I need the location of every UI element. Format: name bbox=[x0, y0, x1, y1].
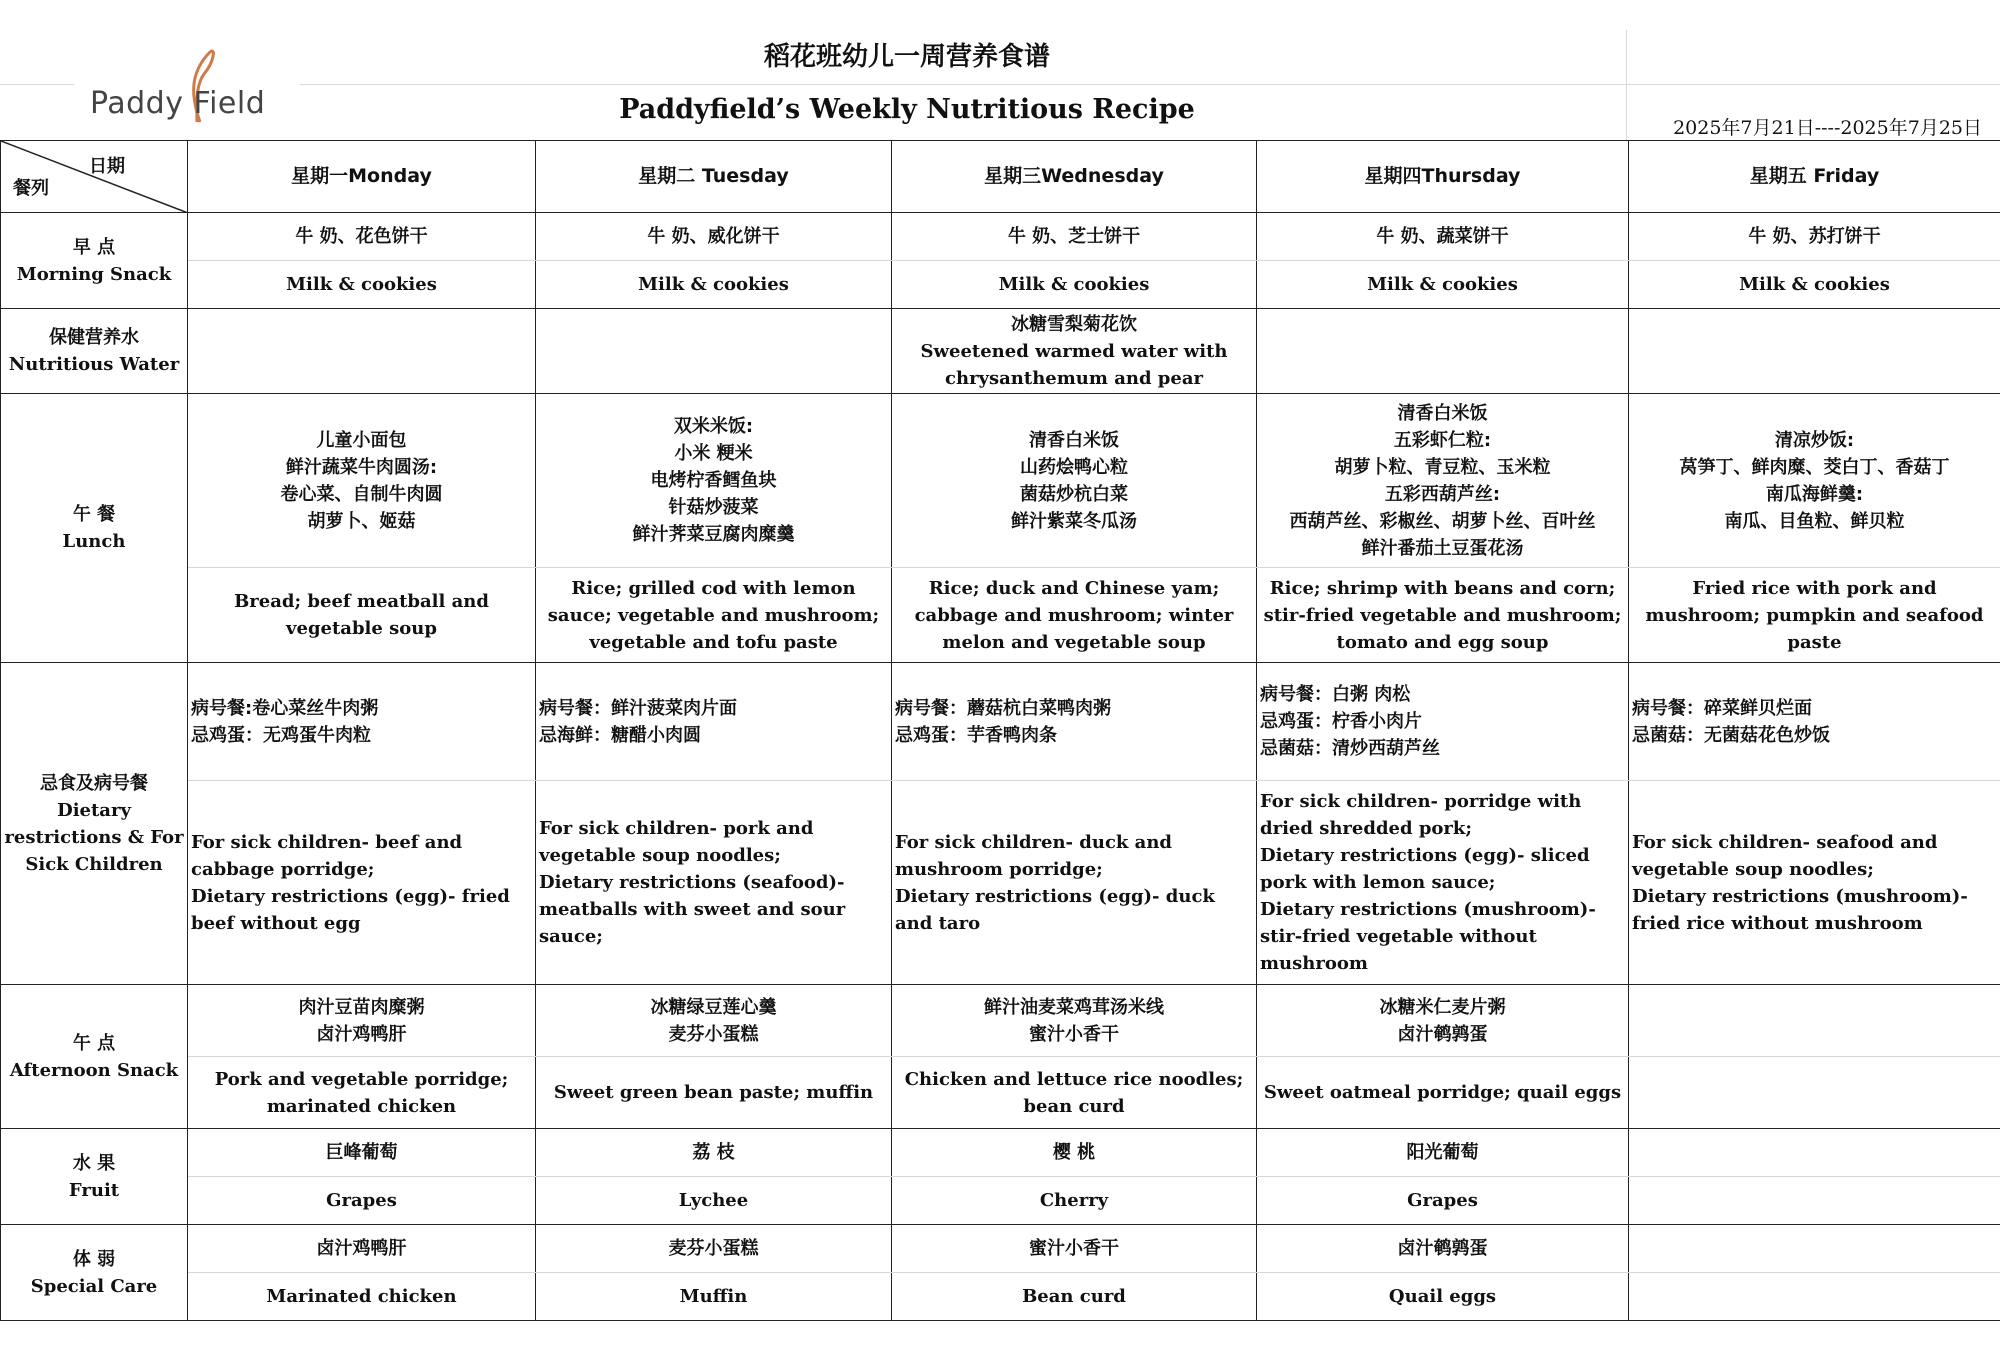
lunch-row bbox=[1, 394, 2000, 568]
menu-cell: 病号餐：碎菜鲜贝烂面 忌菌菇：无菌菇花色炒饭 bbox=[1629, 663, 2000, 781]
menu-cell: For sick children- duck and mushroom porridge; Dietary restrictions (egg)- duck and taro bbox=[892, 781, 1257, 985]
menu-cell: 冰糖雪梨菊花饮 Sweetened warmed water with chrysanthemum and pear bbox=[892, 309, 1257, 394]
menu-cell: Pork and vegetable porridge; marinated chicken bbox=[188, 1057, 536, 1129]
nutritious-water-row bbox=[1, 309, 2000, 394]
menu-cell: 清凉炒饭: 莴笋丁、鲜肉糜、茭白丁、香菇丁 南瓜海鲜羹: 南瓜、目鱼粒、鲜贝粒 bbox=[1629, 394, 2000, 568]
menu-cell: 卤汁鸡鸭肝 bbox=[188, 1225, 536, 1273]
menu-cell: 麦芬小蛋糕 bbox=[536, 1225, 892, 1273]
empty-cell bbox=[1257, 309, 1629, 394]
menu-cell: Bread; beef meatball and vegetable soup bbox=[188, 568, 536, 663]
corner-meal-label: 餐列 bbox=[13, 178, 49, 199]
weekly-menu-table bbox=[0, 140, 2000, 1321]
menu-cell: 冰糖米仁麦片粥 卤汁鹌鹑蛋 bbox=[1257, 985, 1629, 1057]
menu-cell: Rice; duck and Chinese yam; cabbage and mushroom; winter melon and vegetable soup bbox=[892, 568, 1257, 663]
page-header bbox=[0, 0, 2000, 140]
afternoon-snack-row bbox=[1, 985, 2000, 1057]
afternoon-snack-en-row bbox=[1, 1057, 2000, 1129]
empty-cell bbox=[1629, 309, 2000, 394]
menu-cell: Lychee bbox=[536, 1177, 892, 1225]
menu-cell: Quail eggs bbox=[1257, 1273, 1629, 1321]
diet-label: 忌食及病号餐 Dietary restrictions & For Sick Children bbox=[1, 663, 188, 985]
menu-cell: 病号餐:卷心菜丝牛肉粥 忌鸡蛋：无鸡蛋牛肉粒 bbox=[188, 663, 536, 781]
menu-cell: Sweet green bean paste; muffin bbox=[536, 1057, 892, 1129]
menu-cell: 牛 奶、蔬菜饼干 bbox=[1257, 213, 1629, 261]
special-care-label: 体 弱 Special Care bbox=[1, 1225, 188, 1321]
menu-cell: 鲜汁油麦菜鸡茸汤米线 蜜汁小香干 bbox=[892, 985, 1257, 1057]
menu-cell bbox=[1629, 1057, 2000, 1129]
menu-cell: 肉汁豆苗肉糜粥 卤汁鸡鸭肝 bbox=[188, 985, 536, 1057]
menu-cell: Milk & cookies bbox=[1629, 261, 2000, 309]
header-row bbox=[1, 141, 2000, 213]
menu-cell: 蜜汁小香干 bbox=[892, 1225, 1257, 1273]
menu-cell: 清香白米饭 五彩虾仁粒: 胡萝卜粒、青豆粒、玉米粒 五彩西葫芦丝: 西葫芦丝、彩椒丝、胡萝卜丝、百叶丝 鲜汁番茄土豆蛋花汤 bbox=[1257, 394, 1629, 568]
menu-cell: 卤汁鹌鹑蛋 bbox=[1257, 1225, 1629, 1273]
menu-cell: 病号餐：鲜汁菠菜肉片面 忌海鲜：糖醋小肉圆 bbox=[536, 663, 892, 781]
menu-cell: 阳光葡萄 bbox=[1257, 1129, 1629, 1177]
day-header: 星期二 Tuesday bbox=[536, 141, 892, 213]
special-care-row bbox=[1, 1225, 2000, 1273]
menu-cell: For sick children- pork and vegetable soup noodles; Dietary restrictions (seafood)- meatballs with sweet and sour sauce; bbox=[536, 781, 892, 985]
menu-cell bbox=[1629, 1129, 2000, 1177]
menu-cell: 病号餐：白粥 肉松 忌鸡蛋：柠香小肉片 忌菌菇：清炒西葫芦丝 bbox=[1257, 663, 1629, 781]
menu-cell: 病号餐：蘑菇杭白菜鸭肉粥 忌鸡蛋：芋香鸭肉条 bbox=[892, 663, 1257, 781]
menu-cell: Rice; shrimp with beans and corn; stir-fried vegetable and mushroom; tomato and egg soup bbox=[1257, 568, 1629, 663]
menu-cell bbox=[1629, 985, 2000, 1057]
corner-cell bbox=[1, 141, 188, 213]
special-care-en-row bbox=[1, 1273, 2000, 1321]
menu-cell bbox=[1629, 1273, 2000, 1321]
menu-cell: Milk & cookies bbox=[188, 261, 536, 309]
menu-cell: 巨峰葡萄 bbox=[188, 1129, 536, 1177]
menu-cell: Bean curd bbox=[892, 1273, 1257, 1321]
menu-cell: Milk & cookies bbox=[536, 261, 892, 309]
title-english: Paddyfield’s Weekly Nutritious Recipe bbox=[619, 94, 1195, 125]
menu-cell: 牛 奶、芝士饼干 bbox=[892, 213, 1257, 261]
diet-row bbox=[1, 663, 2000, 781]
menu-cell: 牛 奶、威化饼干 bbox=[536, 213, 892, 261]
menu-cell: 冰糖绿豆莲心羹 麦芬小蛋糕 bbox=[536, 985, 892, 1057]
menu-cell: Fried rice with pork and mushroom; pumpkin and seafood paste bbox=[1629, 568, 2000, 663]
day-header: 星期一Monday bbox=[188, 141, 536, 213]
menu-cell: For sick children- porridge with dried shredded pork; Dietary restrictions (egg)- sliced pork with lemon sauce; Dietary restrictions (mushroom)- stir-fried vegetable without mushroom bbox=[1257, 781, 1629, 985]
menu-cell: 儿童小面包 鲜汁蔬菜牛肉圆汤: 卷心菜、自制牛肉圆 胡萝卜、姬菇 bbox=[188, 394, 536, 568]
menu-cell: 清香白米饭 山药烩鸭心粒 菌菇炒杭白菜 鲜汁紫菜冬瓜汤 bbox=[892, 394, 1257, 568]
date-range: 2025年7月21日----2025年7月25日 bbox=[1673, 117, 1982, 139]
menu-cell: Muffin bbox=[536, 1273, 892, 1321]
menu-cell: Chicken and lettuce rice noodles; bean curd bbox=[892, 1057, 1257, 1129]
menu-cell: Milk & cookies bbox=[892, 261, 1257, 309]
menu-cell: Cherry bbox=[892, 1177, 1257, 1225]
day-header: 星期四Thursday bbox=[1257, 141, 1629, 213]
morning-snack-label: 早 点 Morning Snack bbox=[1, 213, 188, 309]
menu-cell: Rice; grilled cod with lemon sauce; vegetable and mushroom; vegetable and tofu paste bbox=[536, 568, 892, 663]
menu-cell: Grapes bbox=[188, 1177, 536, 1225]
day-header: 星期三Wednesday bbox=[892, 141, 1257, 213]
menu-cell: 双米米饭: 小米 粳米 电烤柠香鳕鱼块 针菇炒菠菜 鲜汁荠菜豆腐肉糜羹 bbox=[536, 394, 892, 568]
corner-date-label: 日期 bbox=[89, 156, 125, 177]
menu-cell: Grapes bbox=[1257, 1177, 1629, 1225]
title-chinese: 稻花班幼儿一周营养食谱 bbox=[763, 42, 1050, 72]
logo-text: Paddy Field bbox=[90, 86, 266, 121]
menu-cell: 荔 枝 bbox=[536, 1129, 892, 1177]
empty-cell bbox=[188, 309, 536, 394]
afternoon-snack-label: 午 点 Afternoon Snack bbox=[1, 985, 188, 1129]
menu-cell: Sweet oatmeal porridge; quail eggs bbox=[1257, 1057, 1629, 1129]
menu-cell bbox=[1629, 1225, 2000, 1273]
diet-en-row bbox=[1, 781, 2000, 985]
menu-cell: Marinated chicken bbox=[188, 1273, 536, 1321]
menu-cell: 牛 奶、花色饼干 bbox=[188, 213, 536, 261]
morning-snack-en-row bbox=[1, 261, 2000, 309]
menu-cell: For sick children- beef and cabbage porridge; Dietary restrictions (egg)- fried beef without egg bbox=[188, 781, 536, 985]
nutritious-water-label: 保健营养水 Nutritious Water bbox=[1, 309, 188, 394]
fruit-label: 水 果 Fruit bbox=[1, 1129, 188, 1225]
menu-cell bbox=[1629, 1177, 2000, 1225]
day-header: 星期五 Friday bbox=[1629, 141, 2000, 213]
menu-cell: Milk & cookies bbox=[1257, 261, 1629, 309]
fruit-row bbox=[1, 1129, 2000, 1177]
lunch-label: 午 餐 Lunch bbox=[1, 394, 188, 663]
fruit-en-row bbox=[1, 1177, 2000, 1225]
menu-cell: For sick children- seafood and vegetable soup noodles; Dietary restrictions (mushroom)- fried rice without mushroom bbox=[1629, 781, 2000, 985]
lunch-en-row bbox=[1, 568, 2000, 663]
empty-cell bbox=[536, 309, 892, 394]
menu-cell: 樱 桃 bbox=[892, 1129, 1257, 1177]
morning-snack-row bbox=[1, 213, 2000, 261]
menu-cell: 牛 奶、苏打饼干 bbox=[1629, 213, 2000, 261]
